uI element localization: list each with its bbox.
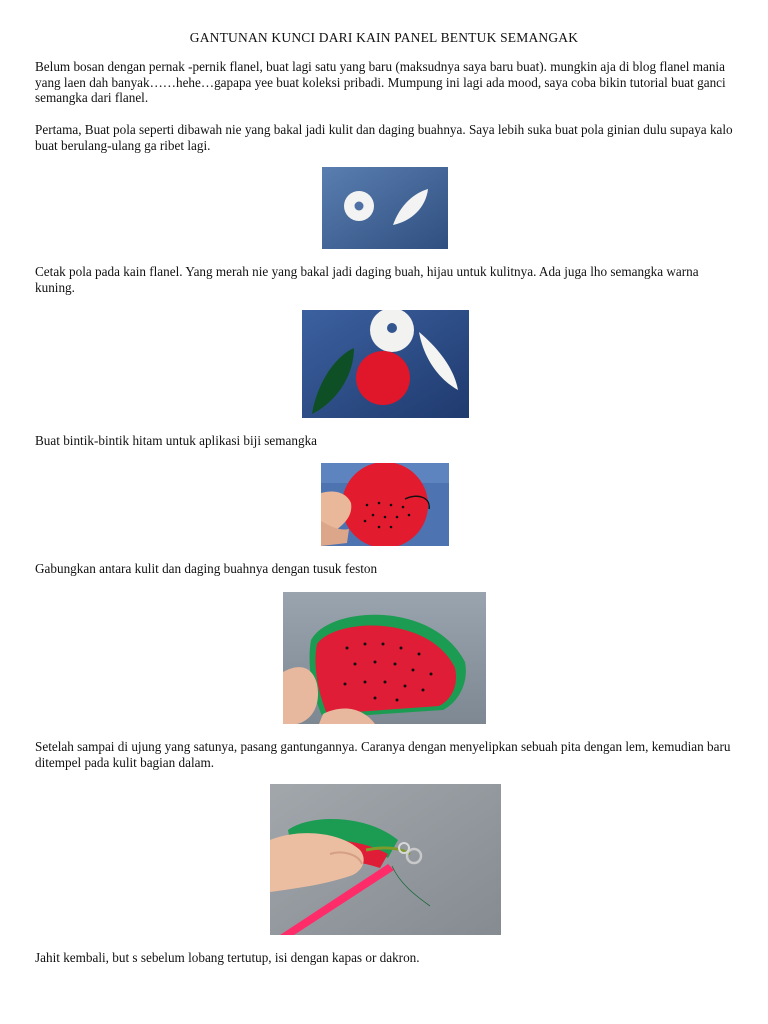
paragraph-intro: Belum bosan dengan pernak -pernik flanel, buat lagi satu yang baru (maksudnya saya baru buat). mungkin aja di blog flanel mania yang laen dah banyak……hehe…gapapa yee buat koleksi pribadi. Mumpung ini lagi ada mood, saya coba bikin tutorial buat ganci semangka dari flanel.	[35, 59, 726, 105]
paragraph-step-1: Pertama, Buat pola seperti dibawah nie yang bakal jadi kulit dan daging buahnya. Saya lebih suka buat pola ginian dulu supaya kalo buat berulang-ulang ga ribet lagi.	[35, 122, 733, 153]
document-title: GANTUNAN KUNCI DARI KAIN PANEL BENTUK SEMANGAK	[189, 30, 579, 45]
paragraph-step-4: Gabungkan antara kulit dan daging buahnya dengan tusuk feston	[35, 561, 378, 576]
photo-seed-stitching	[321, 463, 449, 546]
photo-paper-patterns	[322, 167, 448, 249]
photo-felt-cutouts	[302, 310, 469, 418]
paragraph-step-2: Cetak pola pada kain flanel. Yang merah nie yang bakal jadi daging buah, hijau untuk kulitnya. Ada juga lho semangka warna kuning.	[35, 264, 699, 295]
photo-key-ring	[270, 784, 501, 935]
photo-joined-slice	[283, 592, 486, 724]
paragraph-step-5: Setelah sampai di ujung yang satunya, pasang gantungannya. Caranya dengan menyelipkan sebuah pita dengan lem, kemudian baru ditempel pada kulit bagian dalam.	[35, 739, 731, 770]
paragraph-step-6: Jahit kembali, but s sebelum lobang tertutup, isi dengan kapas or dakron.	[35, 950, 420, 965]
paragraph-step-3: Buat bintik-bintik hitam untuk aplikasi biji semangka	[35, 433, 318, 448]
